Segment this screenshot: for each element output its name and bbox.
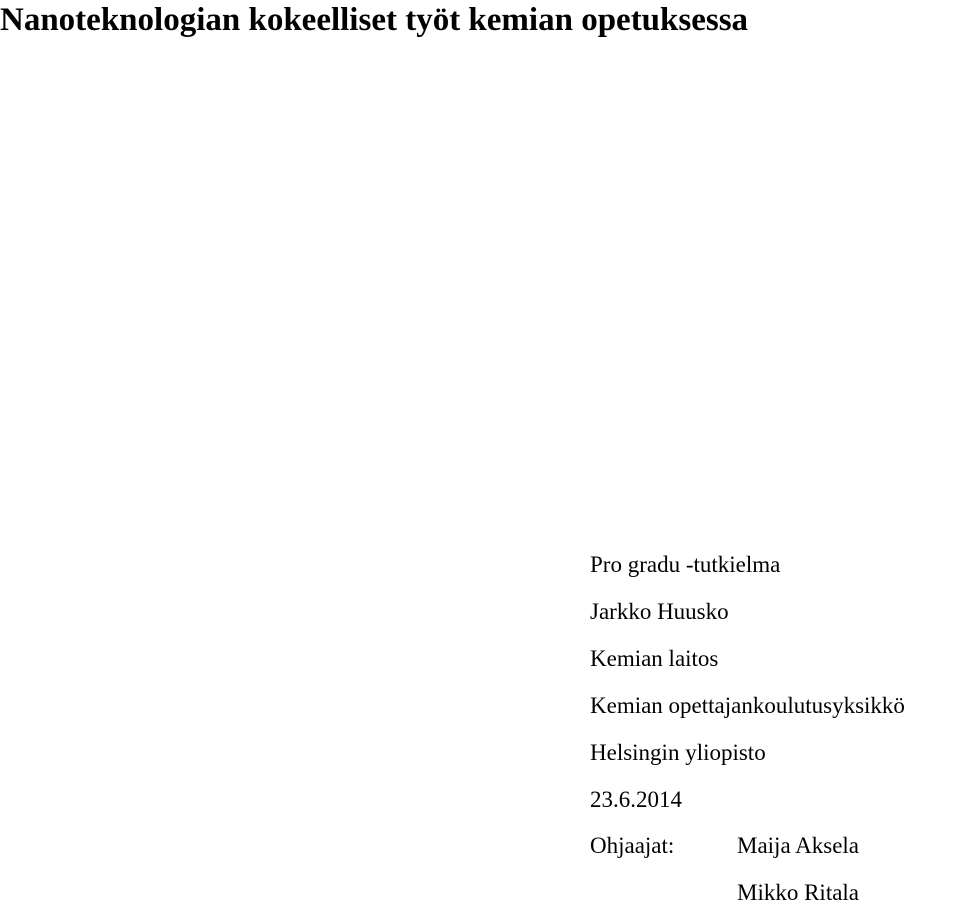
document-date: 23.6.2014 (590, 787, 682, 812)
supervisor-name: Maija Aksela (737, 833, 859, 858)
supervisors-label: Ohjaajat: (590, 833, 675, 858)
department-name: Kemian laitos (590, 646, 719, 671)
unit-name: Kemian opettajankoulutusyksikkö (590, 693, 905, 718)
supervisor-name: Mikko Ritala (737, 880, 860, 905)
thesis-type: Pro gradu -tutkielma (590, 552, 781, 577)
author-name: Jarkko Huusko (590, 599, 729, 624)
university-name: Helsingin yliopisto (590, 740, 766, 765)
document-title: Nanoteknologian kokeelliset työt kemian opetuksessa (0, 2, 749, 38)
